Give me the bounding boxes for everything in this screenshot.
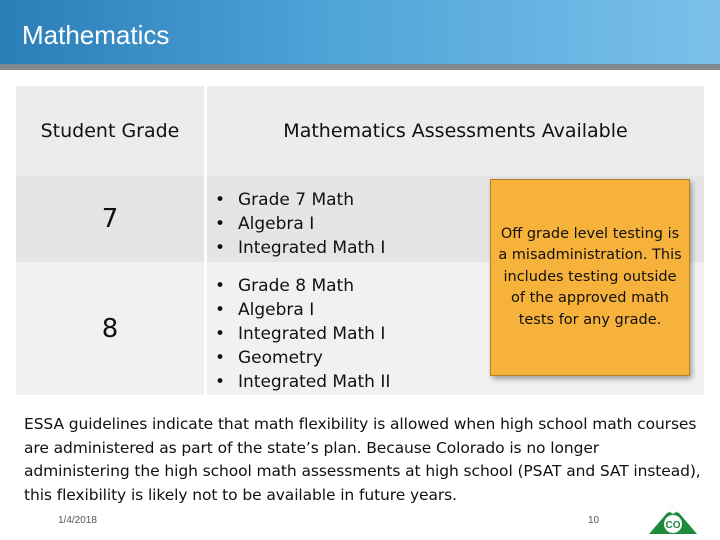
- list-item: • Integrated Math II: [212, 370, 390, 394]
- list-item: • Geometry: [212, 346, 390, 370]
- title-bar: [0, 0, 720, 66]
- column-divider: [204, 176, 207, 395]
- list-item: • Algebra I: [212, 298, 390, 322]
- colorado-logo: [647, 500, 699, 536]
- footer-date: 1/4/2018: [58, 515, 97, 526]
- list-item: • Grade 8 Math: [212, 274, 390, 298]
- title-divider: [0, 64, 720, 70]
- essa-paragraph: ESSA guidelines indicate that math flexibility is allowed when high school math courses are administered as part of the state’s plan. Because Colorado is no longer administering the high school math assessments at high school (PSAT and SAT instead), this flexibility is likely not to be available in future years.: [24, 415, 701, 504]
- header-student-grade: Student Grade: [40, 120, 180, 142]
- header-assessments: Mathematics Assessments Available: [283, 120, 628, 142]
- list-item: • Integrated Math I: [212, 322, 390, 346]
- list-item: • Grade 7 Math: [212, 188, 385, 212]
- slide-title: Mathematics: [22, 20, 170, 50]
- grade-8-assessment-list: [212, 274, 390, 394]
- grade-cell: 8: [101, 313, 119, 344]
- logo-text: CO: [665, 520, 681, 531]
- list-item: • Algebra I: [212, 212, 385, 236]
- table-header: [16, 86, 704, 176]
- list-item: • Integrated Math I: [212, 236, 385, 260]
- grade-7-assessment-list: [212, 188, 385, 260]
- page-number: 10: [588, 515, 600, 526]
- note-text: Off grade level testing is a misadministration. This includes testing outside of the approved math tests for any grade.: [498, 225, 682, 328]
- grade-cell: 7: [101, 204, 119, 234]
- misadministration-note: [490, 179, 690, 376]
- assessment-table: [16, 86, 704, 395]
